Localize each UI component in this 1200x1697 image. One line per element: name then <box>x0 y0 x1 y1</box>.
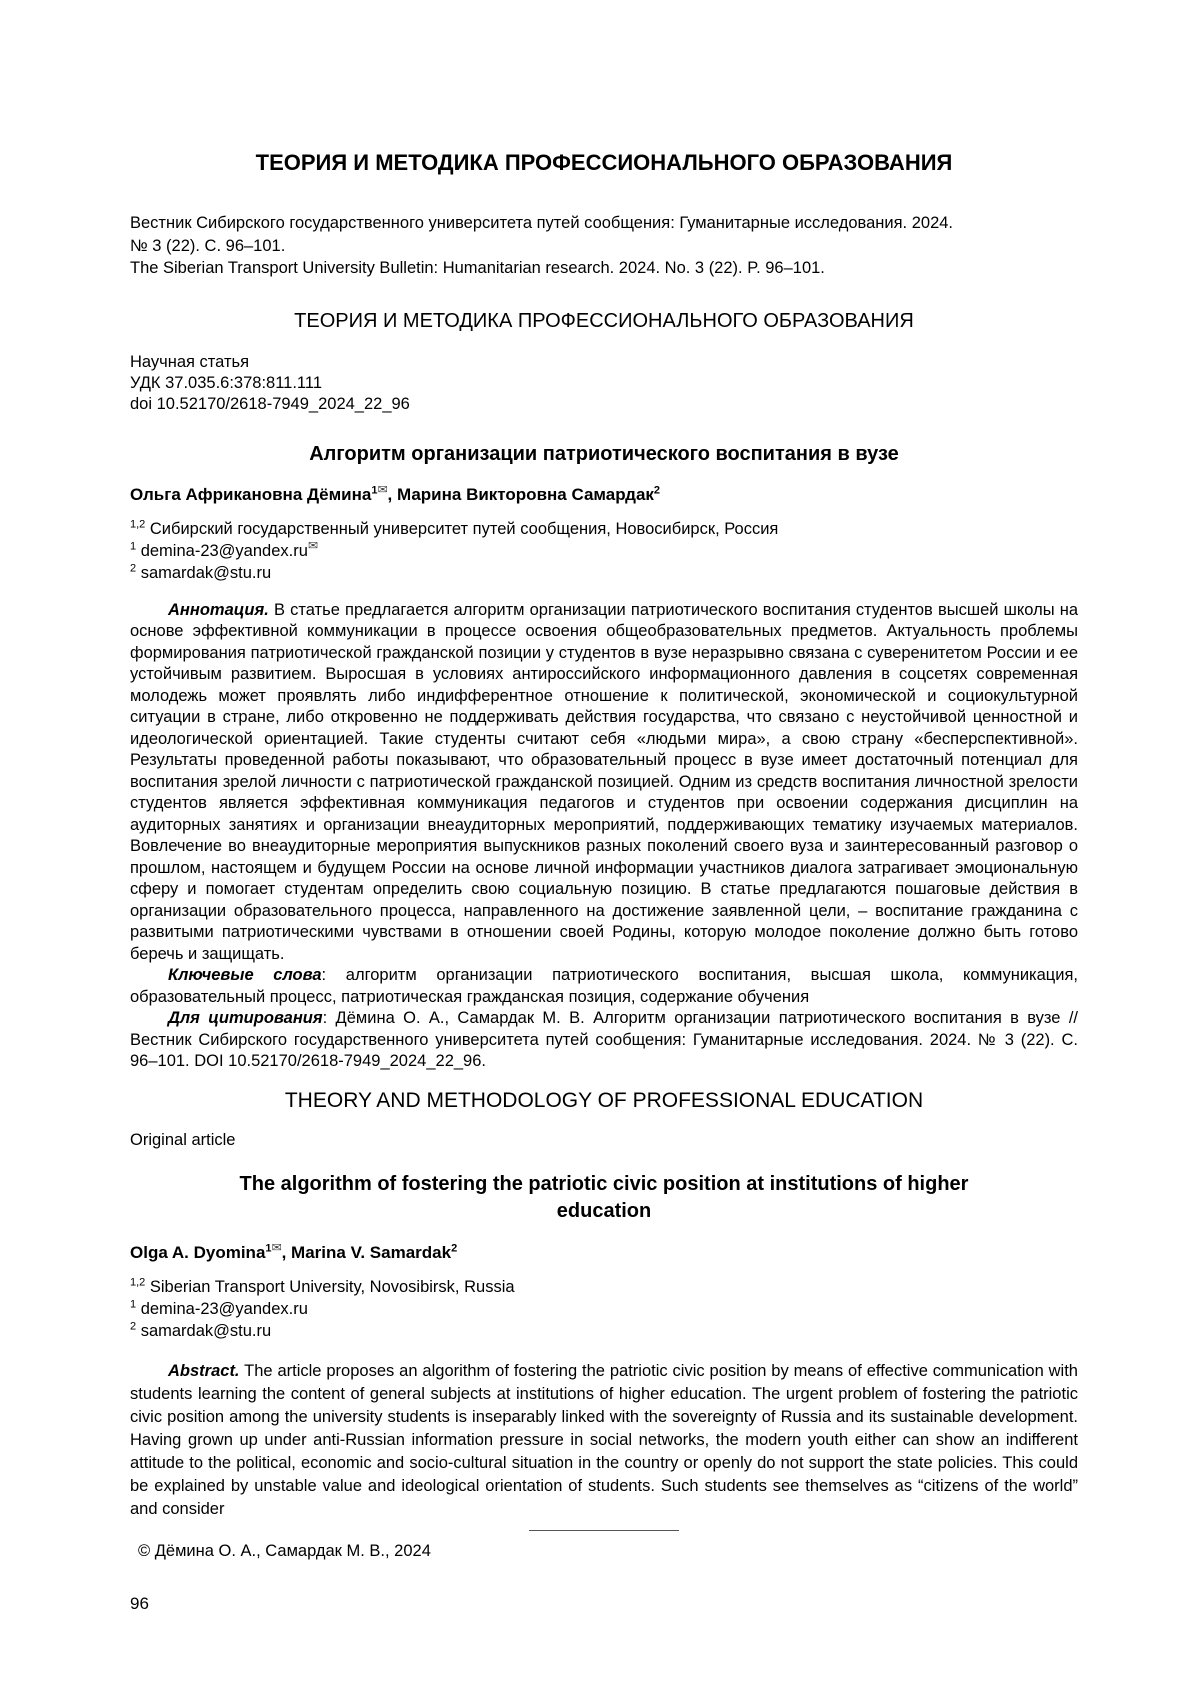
affiliations-en <box>130 1276 1078 1342</box>
author-affil-ref-ru-2: 2 <box>653 483 661 496</box>
copyright-line: © Дёмина О. А., Самардак М. В., 2024 <box>138 1541 431 1560</box>
email-sup-en-2: 2 <box>130 1320 137 1332</box>
article-meta-block <box>130 352 1078 415</box>
author-affil-ref-en-1: 1 <box>265 1241 272 1254</box>
journal-citation-ru-line2: № 3 (22). С. 96–101. <box>130 236 286 255</box>
running-head: ТЕОРИЯ И МЕТОДИКА ПРОФЕССИОНАЛЬНОГО ОБРАЗОВАНИЯ <box>255 150 953 175</box>
citation-text-ru: : Дёмина О. А., Самардак М. В. Алгоритм организации патриотического воспитания в вузе // Вестник Сибирского государственного университета путей сообщения: Гуманитарные исследования. 2024. № 3 (22). С. 96–101. DOI 10.52170/2618-7949_2024_22_96. <box>130 1009 1078 1070</box>
footnote-rule <box>529 1530 679 1531</box>
article-type-ru: Научная статья <box>130 352 250 371</box>
email-sup-en-1: 1 <box>130 1298 137 1310</box>
abstract-en <box>130 1360 1078 1521</box>
author-name-en-2: Marina V. Samardak <box>291 1242 452 1262</box>
affiliations-ru <box>130 518 1078 584</box>
email-envelope-icon: ✉ <box>307 538 318 552</box>
citation-ru <box>130 1008 1078 1073</box>
authors-ru <box>130 483 1078 506</box>
author-name-ru-2: Марина Викторовна Самардак <box>396 484 654 504</box>
article-title-ru: Алгоритм организации патриотического воспитания в вузе <box>309 442 899 465</box>
affiliation-sup-en: 1,2 <box>130 1276 146 1288</box>
corresponding-author-envelope-icon-en: ✉ <box>271 1239 282 1254</box>
authors-en <box>130 1241 1078 1264</box>
email-address-ru-2: samardak@stu.ru <box>136 563 272 582</box>
abstract-text-ru: В статье предлагается алгоритм организации патриотического воспитания студентов высшей школы на основе эффективной коммуникации в процессе освоения общеобразовательных предметов. Актуальность проблемы формирования патриотической гражданской позиции у студентов в вузе неразрывно связана с суверенитетом России и ее устойчивым развитием. Выросшая в условиях антироссийского информационного давления в соцсетях современная молодежь может проявлять либо индифферентное отношение к политической, экономической и социокультурной ситуации в стране, либо откровенно не поддерживать действия государства, что связано с неустойчивой ценностной и идеологической ориентацией. Такие студенты считают себя «людьми мира», а свою страну «бесперспективной». Результаты проведенной работы показывают, что образовательный процесс в вузе имеет достаточный потенциал для воспитания зрелой личности с патриотической гражданской позицией. Одним из средств воспитания личностной зрелости студентов является эффективная коммуникация педагогов и студентов при освоении содержания дисциплин на аудиторных занятиях и организации внеаудиторных мероприятий, поддерживающих тематику изучаемых материалов. Вовлечение во внеаудиторные мероприятия выпускников разных поколений своего вуза и заинтересованный разговор о прошлом, настоящем и будущем России на основе личной информации участников диалога затрагивает эмоциональную сферу и помогает студентам определить свою социальную позицию. В статье предлагаются пошаговые действия в организации образовательного процесса, направленного на достижение заявленной цели, – воспитание гражданина с развитыми патриотическими чувствами в отношении своей Родины, которую молодое поколение должно быть готово беречь и защищать. <box>130 600 1078 963</box>
author-name-en-1: Olga A. Dyomina <box>130 1242 266 1262</box>
abstract-text-en: The article proposes an algorithm of fostering the patriotic civic position by means of effective communication with students learning the content of general subjects at institutions of higher education. The urgent problem of fostering the patriotic civic position among the university students is inseparably linked with the sovereignty of Russia and its sustainable development. Having grown up under anti-Russian information pressure in social networks, the modern youth either can show an indifferent attitude to the political, economic and socio-cultural situation in the country or openly do not support the state policies. This could be explained by unstable value and ideological orientation of students. Such students see themselves as “citizens of the world” and consider <box>130 1361 1078 1518</box>
journal-citation-block <box>130 212 1078 280</box>
email-line-en-2 <box>130 1320 1078 1342</box>
email-address-ru-1: demina-23@yandex.ru <box>136 541 308 560</box>
email-sup-ru-2: 2 <box>130 562 137 574</box>
affiliation-text-en: Siberian Transport University, Novosibirsk, Russia <box>145 1277 515 1296</box>
email-line-ru-2 <box>130 562 1078 584</box>
email-address-en-2: samardak@stu.ru <box>136 1321 272 1340</box>
section-heading-ru: ТЕОРИЯ И МЕТОДИКА ПРОФЕССИОНАЛЬНОГО ОБРАЗОВАНИЯ <box>294 309 914 332</box>
article-type-en: Original article <box>130 1130 236 1149</box>
email-line-ru-1 <box>130 540 1078 562</box>
keywords-ru <box>130 965 1078 1008</box>
authors-separator-en: , <box>281 1242 292 1262</box>
keywords-text-ru: : алгоритм организации патриотического воспитания, высшая школа, коммуникация, образовательный процесс, патриотическая гражданская позиция, содержание обучения <box>130 966 1078 1006</box>
abstract-label-en: Abstract. <box>168 1361 240 1380</box>
abstract-ru <box>130 600 1078 966</box>
journal-citation-en: The Siberian Transport University Bulletin: Humanitarian research. 2024. No. 3 (22). P. 96–101. <box>130 259 825 277</box>
affiliation-text-ru: Сибирский государственный университет путей сообщения, Новосибирск, Россия <box>145 519 779 538</box>
citation-label-ru: Для цитирования <box>168 1009 323 1027</box>
affiliation-en <box>130 1276 1078 1298</box>
author-affil-ref-en-2: 2 <box>451 1241 458 1254</box>
email-sup-ru-1: 1 <box>130 540 137 552</box>
journal-citation-ru-line1: Вестник Сибирского государственного университета путей сообщения: Гуманитарные исследования. 2024. <box>130 214 954 232</box>
article-title-en: The algorithm of fostering the patriotic civic position at institutions of higher education <box>239 1172 969 1222</box>
udc-line: УДК 37.035.6:378:811.111 <box>130 373 323 392</box>
email-address-en-1: demina-23@yandex.ru <box>136 1299 308 1318</box>
authors-separator-ru: , <box>387 484 397 504</box>
email-line-en-1 <box>130 1298 1078 1320</box>
keywords-label-ru: Ключевые слова <box>168 966 322 984</box>
author-name-ru-1: Ольга Африкановна Дёмина <box>130 484 372 504</box>
author-affil-ref-ru-1: 1 <box>371 483 378 496</box>
affiliation-sup-ru: 1,2 <box>130 518 146 530</box>
doi-line: doi 10.52170/2618-7949_2024_22_96 <box>130 394 410 413</box>
affiliation-ru <box>130 518 1078 540</box>
corresponding-author-envelope-icon: ✉ <box>377 481 388 496</box>
page-number: 96 <box>130 1594 149 1613</box>
abstract-label-ru: Аннотация. <box>168 600 269 619</box>
section-heading-en: THEORY AND METHODOLOGY OF PROFESSIONAL EDUCATION <box>284 1088 924 1112</box>
